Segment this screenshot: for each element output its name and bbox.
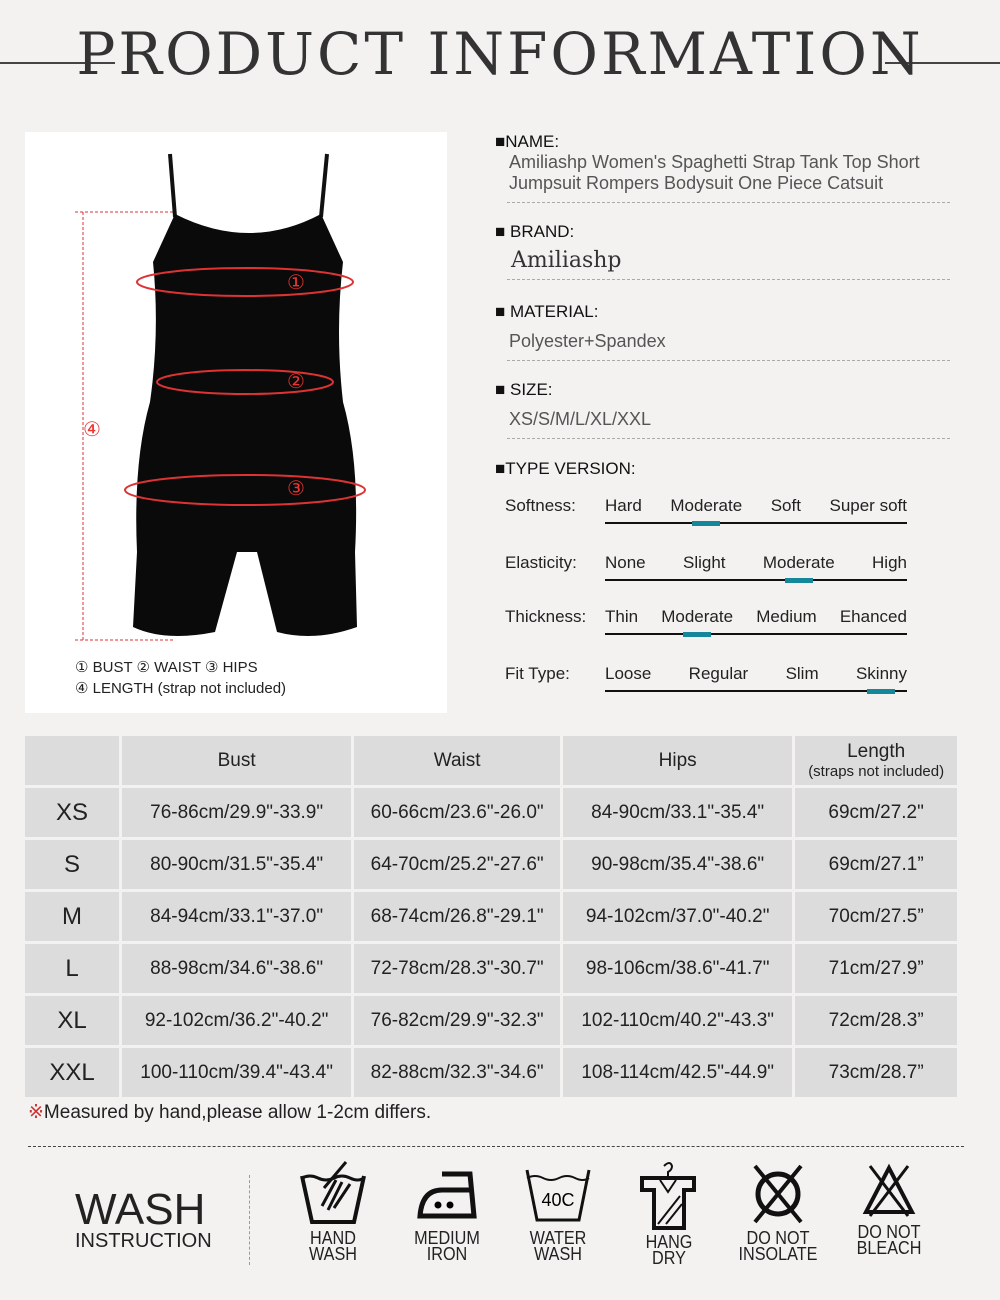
cell-bust: 80-90cm/31.5"-35.4": [122, 840, 351, 889]
scale-option: [689, 664, 749, 690]
header-length-label: Length: [847, 741, 906, 762]
scale-option: [605, 496, 642, 522]
cell-size: L: [25, 944, 119, 993]
care-medium-iron: [397, 1160, 497, 1262]
table-row: [25, 840, 957, 889]
label-line: MEDIUM: [414, 1228, 480, 1248]
label-line: WASH: [308, 1244, 358, 1264]
scale-option-label: Hard: [605, 496, 642, 515]
table-row: [25, 892, 957, 941]
cell-waist: 82-88cm/32.3"-34.6": [354, 1048, 560, 1097]
cell-size: S: [25, 840, 119, 889]
cell-length: 73cm/28.7”: [795, 1048, 957, 1097]
cell-size: XS: [25, 788, 119, 837]
marker-length: ④: [83, 419, 101, 441]
scale-option-label: Ehanced: [839, 607, 907, 626]
brand-value: Amiliashp: [511, 248, 622, 273]
cell-length: 72cm/28.3”: [795, 996, 957, 1045]
table-row: [25, 788, 957, 837]
type-scale-row: [505, 664, 907, 694]
scale-option: [786, 664, 819, 690]
info-type: [495, 459, 950, 479]
iron-icon: [412, 1160, 482, 1226]
label-line: WASH: [533, 1244, 583, 1264]
cell-waist: 64-70cm/25.2"-27.6": [354, 840, 560, 889]
header-length: [795, 736, 957, 785]
info-name: [495, 132, 950, 203]
care-hand-wash: [283, 1160, 383, 1262]
header-length-sub: (straps not included): [808, 763, 945, 780]
scale-option-label: Skinny: [855, 664, 907, 683]
cell-hips: 84-90cm/33.1"-35.4": [563, 788, 792, 837]
cell-hips: 102-110cm/40.2"-43.3": [563, 996, 792, 1045]
name-value: Amiliashp Women's Spaghetti Strap Tank Top Short Jumpsuit Rompers Bodysuit One Piece Catsuit: [509, 152, 920, 193]
wash-subtitle: INSTRUCTION: [75, 1230, 212, 1252]
scale-option-label: Super soft: [829, 496, 907, 515]
hang-dry-icon: [634, 1160, 704, 1230]
table-header: [25, 736, 957, 785]
note-mark: ※: [28, 1102, 44, 1123]
cell-waist: 72-78cm/28.3"-30.7": [354, 944, 560, 993]
cell-length: 69cm/27.1”: [795, 840, 957, 889]
scale-track: [605, 496, 907, 524]
scale-marker: [683, 632, 711, 637]
cell-length: 69cm/27.2": [795, 788, 957, 837]
info-brand: [495, 222, 950, 280]
cell-hips: 90-98cm/35.4"-38.6": [563, 840, 792, 889]
scale-track: [605, 553, 907, 581]
info-size: [495, 380, 950, 439]
header-hips: Hips: [563, 736, 792, 785]
info-material: [495, 302, 950, 361]
legend-line-2: ④ LENGTH (strap not included): [75, 680, 287, 697]
marker-hips: ③: [287, 478, 305, 500]
label-line: DO NOT: [857, 1222, 921, 1242]
label-line: DRY: [652, 1248, 686, 1268]
cell-size: XL: [25, 996, 119, 1045]
divider: [507, 438, 950, 439]
material-label: ■ MATERIAL:: [495, 302, 599, 321]
care-do-not-insolate: [728, 1160, 828, 1262]
measurement-note: [28, 1101, 431, 1124]
scale-option: [763, 553, 835, 579]
size-label: ■ SIZE:: [495, 380, 553, 399]
marker-bust: ①: [287, 272, 305, 294]
water-wash-icon: [523, 1160, 593, 1226]
scale-option-label: Medium: [756, 607, 817, 626]
scale-option-label: Thin: [605, 607, 639, 626]
name-label: ■NAME:: [495, 132, 560, 151]
scale-label: Thickness:: [505, 607, 587, 626]
type-scale-row: [505, 607, 907, 637]
note-text: Measured by hand,please allow 1-2cm differs.: [43, 1102, 432, 1123]
brand-label: ■ BRAND:: [495, 222, 575, 241]
scale-option: [661, 607, 733, 633]
care-hang-dry: [619, 1160, 719, 1266]
scale-option: [856, 664, 907, 690]
cell-bust: 92-102cm/36.2"-40.2": [122, 996, 351, 1045]
scale-label: Softness:: [505, 496, 576, 515]
scale-option-label: Slight: [682, 553, 726, 572]
cell-size: XXL: [25, 1048, 119, 1097]
scale-option-label: Loose: [605, 664, 652, 683]
cell-bust: 84-94cm/33.1"-37.0": [122, 892, 351, 941]
scale-marker: [692, 521, 720, 526]
table-row: [25, 1048, 957, 1097]
no-bleach-icon: [854, 1160, 924, 1220]
cell-waist: 60-66cm/23.6"-26.0": [354, 788, 560, 837]
scale-option: [670, 496, 742, 522]
divider: [28, 1146, 964, 1147]
scale-option-label: Slim: [785, 664, 819, 683]
scale-label: Fit Type:: [505, 664, 570, 683]
scale-option: [872, 553, 907, 579]
table-row: [25, 944, 957, 993]
label-line: DO NOT: [746, 1228, 810, 1248]
label-line: HANG: [645, 1232, 693, 1252]
garment-diagram: [25, 132, 447, 713]
table-row: [25, 996, 957, 1045]
divider: [507, 279, 950, 280]
cell-hips: 98-106cm/38.6"-41.7": [563, 944, 792, 993]
scale-option: [605, 607, 638, 633]
scale-option: [829, 496, 907, 522]
size-value: XS/S/M/L/XL/XXL: [509, 409, 652, 429]
label-line: WATER: [529, 1228, 587, 1248]
label-line: IRON: [426, 1244, 468, 1264]
romper-illustration: [25, 132, 447, 713]
scale-marker: [867, 689, 895, 694]
type-label: ■TYPE VERSION:: [495, 459, 636, 478]
scale-option-label: Regular: [688, 664, 749, 683]
temperature: 40C: [541, 1190, 575, 1210]
label-line: INSOLATE: [738, 1244, 818, 1264]
scale-option: [605, 664, 651, 690]
wash-title: WASH: [75, 1185, 206, 1234]
scale-option-label: Soft: [770, 496, 801, 515]
scale-option: [605, 553, 646, 579]
marker-waist: ②: [287, 371, 305, 393]
type-scale-row: [505, 553, 907, 583]
scale-option-label: Moderate: [762, 553, 835, 572]
header-waist: Waist: [354, 736, 560, 785]
type-scale-row: [505, 496, 907, 526]
scale-option-label: High: [872, 553, 907, 572]
header-size: [25, 736, 119, 785]
scale-track: [605, 664, 907, 692]
scale-label: Elasticity:: [505, 553, 577, 572]
divider: [507, 202, 950, 203]
scale-option: [756, 607, 816, 633]
scale-option-label: Moderate: [661, 607, 734, 626]
scale-option-label: Moderate: [670, 496, 743, 515]
care-water-wash: [508, 1160, 608, 1262]
legend-line-1: ① BUST ② WAIST ③ HIPS: [75, 659, 258, 676]
label-line: BLEACH: [856, 1238, 922, 1258]
cell-length: 70cm/27.5”: [795, 892, 957, 941]
scale-track: [605, 607, 907, 635]
header-bust: Bust: [122, 736, 351, 785]
label-line: HAND: [310, 1228, 356, 1248]
divider: [249, 1175, 250, 1265]
scale-option-label: None: [605, 553, 646, 572]
scale-option: [683, 553, 726, 579]
material-value: Polyester+Spandex: [509, 331, 666, 351]
cell-hips: 108-114cm/42.5"-44.9": [563, 1048, 792, 1097]
care-do-not-bleach: [839, 1160, 939, 1256]
size-table: [22, 733, 960, 1100]
page-title: PRODUCT INFORMATION: [76, 20, 924, 88]
scale-option: [840, 607, 907, 633]
scale-marker: [785, 578, 813, 583]
cell-length: 71cm/27.9”: [795, 944, 957, 993]
cell-hips: 94-102cm/37.0"-40.2": [563, 892, 792, 941]
scale-option: [771, 496, 801, 522]
cell-waist: 68-74cm/26.8"-29.1": [354, 892, 560, 941]
hand-wash-icon: [298, 1160, 368, 1226]
cell-bust: 100-110cm/39.4"-43.4": [122, 1048, 351, 1097]
cell-bust: 76-86cm/29.9"-33.9": [122, 788, 351, 837]
no-sun-icon: [743, 1160, 813, 1226]
divider: [507, 360, 950, 361]
cell-size: M: [25, 892, 119, 941]
cell-waist: 76-82cm/29.9"-32.3": [354, 996, 560, 1045]
cell-bust: 88-98cm/34.6"-38.6": [122, 944, 351, 993]
